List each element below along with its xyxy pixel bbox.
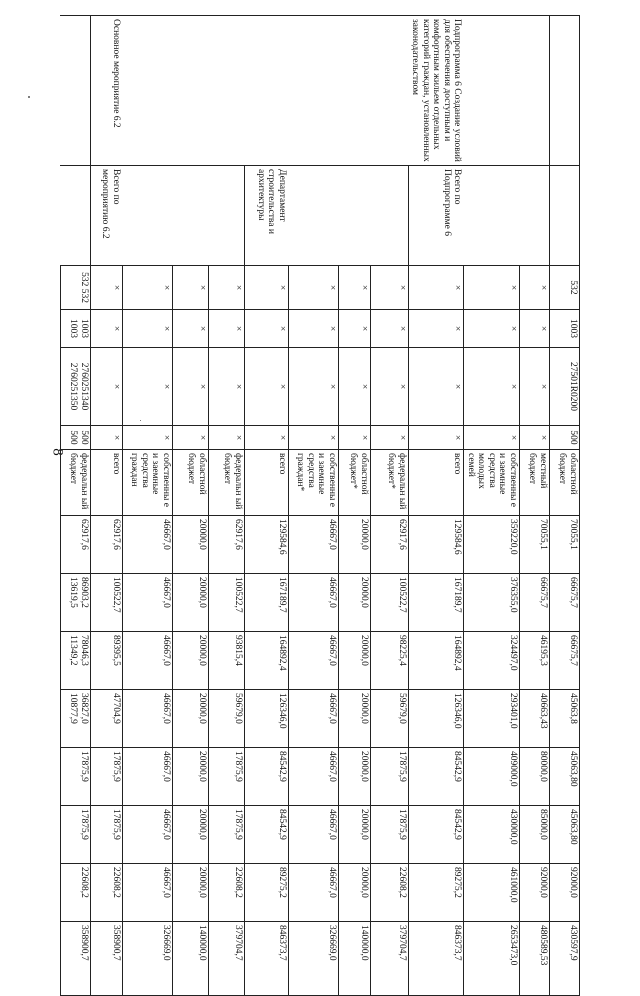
budget-table-sheet [68, 15, 580, 966]
code-cell: × [371, 348, 409, 426]
amount-cell: 20000,0 [173, 806, 209, 864]
source-cell: собственны е и заемные средства граждан [123, 450, 173, 516]
amount-cell: 379704,7 [209, 922, 245, 996]
code-cell: × [91, 426, 123, 450]
code-cell: × [464, 310, 520, 348]
amount-cell: 45063,80 [550, 748, 580, 806]
source-cell: всего [245, 450, 289, 516]
amount-cell: 20000,0 [173, 516, 209, 574]
amount-cell: 40663,43 [520, 690, 550, 748]
program-cell [289, 16, 339, 166]
amount-cell: 20000,0 [339, 806, 371, 864]
amount-cell: 80000,0 [520, 748, 550, 806]
source-cell: областной бюджет* [339, 450, 371, 516]
amount-cell: 36827,0 10877,9 [61, 690, 91, 748]
program-cell [173, 16, 209, 166]
amount-cell: 324497,0 [464, 632, 520, 690]
amount-cell: 78046,3 11349,2 [61, 632, 91, 690]
amount-cell: 846373,7 [409, 922, 465, 996]
amount-cell: 167189,7 [409, 574, 465, 632]
source-cell: областной бюджет [550, 450, 580, 516]
amount-cell: 126346,0 [245, 690, 289, 748]
amount-cell: 45063,8 [550, 690, 580, 748]
program-cell [61, 16, 91, 166]
amount-cell: 70055,1 [550, 516, 580, 574]
program-cell [123, 16, 173, 166]
executor-cell [371, 166, 409, 266]
amount-cell: 358900,7 [61, 922, 91, 996]
source-cell: собственны е и заемные средства граждан* [289, 450, 339, 516]
program-cell: Основное мероприятие 6.2 [91, 16, 123, 166]
amount-cell: 20000,0 [173, 632, 209, 690]
code-cell: × [339, 310, 371, 348]
amount-cell: 430597,9 [550, 922, 580, 996]
code-cell: × [123, 426, 173, 450]
amount-cell: 22608,2 [61, 864, 91, 922]
code-cell: × [464, 426, 520, 450]
amount-cell: 46667,0 [289, 632, 339, 690]
program-cell [550, 16, 580, 166]
table-row [520, 16, 550, 996]
amount-cell: 17875,9 [91, 806, 123, 864]
code-cell: 1003 [550, 310, 580, 348]
amount-cell: 846373,7 [245, 922, 289, 996]
code-cell: × [173, 310, 209, 348]
code-cell: × [173, 348, 209, 426]
code-cell: × [339, 266, 371, 310]
code-cell: × [464, 348, 520, 426]
code-cell: × [245, 426, 289, 450]
amount-cell: 17875,9 [91, 748, 123, 806]
page-number: 8 [49, 448, 66, 456]
amount-cell: 62917,6 [209, 516, 245, 574]
code-cell: × [464, 266, 520, 310]
amount-cell: 62917,6 [371, 516, 409, 574]
amount-cell: 409000,0 [464, 748, 520, 806]
amount-cell: 20000,0 [339, 516, 371, 574]
amount-cell: 100522,7 [371, 574, 409, 632]
amount-cell: 293401,0 [464, 690, 520, 748]
amount-cell: 100522,7 [209, 574, 245, 632]
code-cell: 532 [550, 266, 580, 310]
code-cell: × [209, 310, 245, 348]
code-cell: × [91, 310, 123, 348]
table-row [464, 16, 520, 996]
amount-cell: 129584,6 [245, 516, 289, 574]
amount-cell: 20000,0 [173, 748, 209, 806]
executor-cell [289, 166, 339, 266]
code-cell: 500 500 [61, 426, 91, 450]
code-cell: × [209, 426, 245, 450]
amount-cell: 66675,7 [550, 574, 580, 632]
code-cell: × [520, 348, 550, 426]
amount-cell: 59679,0 [371, 690, 409, 748]
executor-cell [520, 166, 550, 266]
amount-cell: 20000,0 [173, 574, 209, 632]
code-cell: × [520, 426, 550, 450]
amount-cell: 17875,9 [209, 748, 245, 806]
table-row [245, 16, 289, 996]
source-cell: местный бюджет [520, 450, 550, 516]
executor-cell [209, 166, 245, 266]
source-cell: федеральн ый бюджет [61, 450, 91, 516]
amount-cell: 62917,6 [91, 516, 123, 574]
executor-cell: Департамент строительства и архитектуры [245, 166, 289, 266]
amount-cell: 164892,4 [409, 632, 465, 690]
amount-cell: 46667,0 [289, 806, 339, 864]
amount-cell: 46667,0 [123, 574, 173, 632]
amount-cell: 46667,0 [123, 632, 173, 690]
code-cell: × [409, 348, 465, 426]
amount-cell: 84542,9 [245, 748, 289, 806]
program-cell [464, 16, 520, 166]
code-cell: × [371, 426, 409, 450]
amount-cell: 20000,0 [339, 864, 371, 922]
amount-cell: 84542,9 [409, 748, 465, 806]
code-cell: × [409, 266, 465, 310]
amount-cell: 46667,0 [123, 516, 173, 574]
amount-cell: 140000,0 [339, 922, 371, 996]
code-cell: × [91, 266, 123, 310]
table-row [371, 16, 409, 996]
executor-cell [464, 166, 520, 266]
amount-cell: 46667,0 [289, 690, 339, 748]
amount-cell: 66675,7 [550, 632, 580, 690]
amount-cell: 86903,2 13619,5 [61, 574, 91, 632]
amount-cell: 46667,0 [123, 864, 173, 922]
amount-cell: 89275,2 [245, 864, 289, 922]
code-cell: × [173, 426, 209, 450]
source-cell: федеральн ый бюджет [209, 450, 245, 516]
table-row [550, 16, 580, 996]
code-cell: × [123, 266, 173, 310]
amount-cell: 66675,7 [520, 574, 550, 632]
program-cell: Подпрограмма 6 Создание условий для обеспечения доступным и комфортным жильем отдельных категорий граждан, установленных законодательством [409, 16, 465, 166]
amount-cell: 480589,53 [520, 922, 550, 996]
amount-cell: 20000,0 [339, 574, 371, 632]
program-cell [520, 16, 550, 166]
amount-cell: 379704,7 [371, 922, 409, 996]
amount-cell: 98225,4 [371, 632, 409, 690]
amount-cell: 46195,3 [520, 632, 550, 690]
table-row [61, 16, 91, 996]
amount-cell: 59679,0 [209, 690, 245, 748]
amount-cell: 89395,5 [91, 632, 123, 690]
code-cell: × [289, 426, 339, 450]
amount-cell: 46667,0 [123, 806, 173, 864]
amount-cell: 461000,0 [464, 864, 520, 922]
amount-cell: 62917,6 [61, 516, 91, 574]
executor-cell: Всего по мероприятию 6.2 [91, 166, 123, 266]
amount-cell: 22608,2 [209, 864, 245, 922]
code-cell: × [409, 426, 465, 450]
amount-cell: 84542,9 [245, 806, 289, 864]
code-cell: × [289, 266, 339, 310]
amount-cell: 89275,2 [409, 864, 465, 922]
amount-cell: 140000,0 [173, 922, 209, 996]
source-cell: федеральн ый бюджет* [371, 450, 409, 516]
amount-cell: 326669,0 [123, 922, 173, 996]
program-cell [371, 16, 409, 166]
amount-cell: 326669,0 [289, 922, 339, 996]
amount-cell: 22608,2 [371, 864, 409, 922]
code-cell: × [123, 310, 173, 348]
amount-cell: 47704,9 [91, 690, 123, 748]
amount-cell: 20000,0 [339, 748, 371, 806]
executor-cell [339, 166, 371, 266]
executor-cell: Всего по Подпрограмме 6 [409, 166, 465, 266]
amount-cell: 70055,1 [520, 516, 550, 574]
code-cell: × [339, 426, 371, 450]
code-cell: × [245, 266, 289, 310]
table-row [91, 16, 123, 996]
amount-cell: 20000,0 [173, 690, 209, 748]
scan-dot [28, 96, 30, 98]
amount-cell: 92000,0 [550, 864, 580, 922]
amount-cell: 84542,9 [409, 806, 465, 864]
code-cell: × [339, 348, 371, 426]
budget-table [60, 15, 580, 996]
amount-cell: 20000,0 [173, 864, 209, 922]
amount-cell: 20000,0 [339, 632, 371, 690]
code-cell: × [245, 310, 289, 348]
amount-cell: 430000,0 [464, 806, 520, 864]
amount-cell: 126346,0 [409, 690, 465, 748]
code-cell: × [245, 348, 289, 426]
code-cell: × [520, 266, 550, 310]
source-cell: собственны е и заемные средства молодых семей [464, 450, 520, 516]
amount-cell: 167189,7 [245, 574, 289, 632]
table-row [209, 16, 245, 996]
table-row [123, 16, 173, 996]
code-cell: × [209, 266, 245, 310]
executor-cell [173, 166, 209, 266]
code-cell: × [123, 348, 173, 426]
code-cell: × [173, 266, 209, 310]
table-row [339, 16, 371, 996]
amount-cell: 129584,6 [409, 516, 465, 574]
table-row [173, 16, 209, 996]
rotated-page [68, 15, 580, 966]
code-cell: 500 [550, 426, 580, 450]
source-cell: всего [409, 450, 465, 516]
code-cell: × [409, 310, 465, 348]
code-cell: 1003 1003 [61, 310, 91, 348]
executor-cell [123, 166, 173, 266]
code-cell: 27501R0200 [550, 348, 580, 426]
amount-cell: 92000,0 [520, 864, 550, 922]
amount-cell: 46667,0 [289, 864, 339, 922]
amount-cell: 46667,0 [123, 690, 173, 748]
code-cell: × [371, 266, 409, 310]
table-row [409, 16, 465, 996]
amount-cell: 45063,80 [550, 806, 580, 864]
amount-cell: 17875,9 [371, 806, 409, 864]
code-cell: 2760251340 2760251350 [61, 348, 91, 426]
code-cell: × [520, 310, 550, 348]
code-cell: × [289, 348, 339, 426]
source-cell: областной бюджет [173, 450, 209, 516]
amount-cell: 376355,0 [464, 574, 520, 632]
amount-cell: 100522,7 [91, 574, 123, 632]
amount-cell: 20000,0 [339, 690, 371, 748]
amount-cell: 46667,0 [289, 516, 339, 574]
code-cell: × [91, 348, 123, 426]
amount-cell: 17875,9 [61, 806, 91, 864]
program-cell [245, 16, 289, 166]
executor-cell [550, 166, 580, 266]
executor-cell [61, 166, 91, 266]
amount-cell: 46667,0 [289, 748, 339, 806]
amount-cell: 93815,4 [209, 632, 245, 690]
code-cell: × [289, 310, 339, 348]
amount-cell: 2653473,0 [464, 922, 520, 996]
amount-cell: 17875,9 [209, 806, 245, 864]
code-cell: × [371, 310, 409, 348]
program-cell [339, 16, 371, 166]
code-cell: 532 532 [61, 266, 91, 310]
amount-cell: 164892,4 [245, 632, 289, 690]
amount-cell: 46667,0 [123, 748, 173, 806]
code-cell: × [209, 348, 245, 426]
amount-cell: 17875,9 [61, 748, 91, 806]
source-cell: всего [91, 450, 123, 516]
table-row [289, 16, 339, 996]
amount-cell: 22608,2 [91, 864, 123, 922]
amount-cell: 358900,7 [91, 922, 123, 996]
amount-cell: 17875,9 [371, 748, 409, 806]
amount-cell: 46667,0 [289, 574, 339, 632]
amount-cell: 85000,0 [520, 806, 550, 864]
program-cell [209, 16, 245, 166]
amount-cell: 359220,0 [464, 516, 520, 574]
